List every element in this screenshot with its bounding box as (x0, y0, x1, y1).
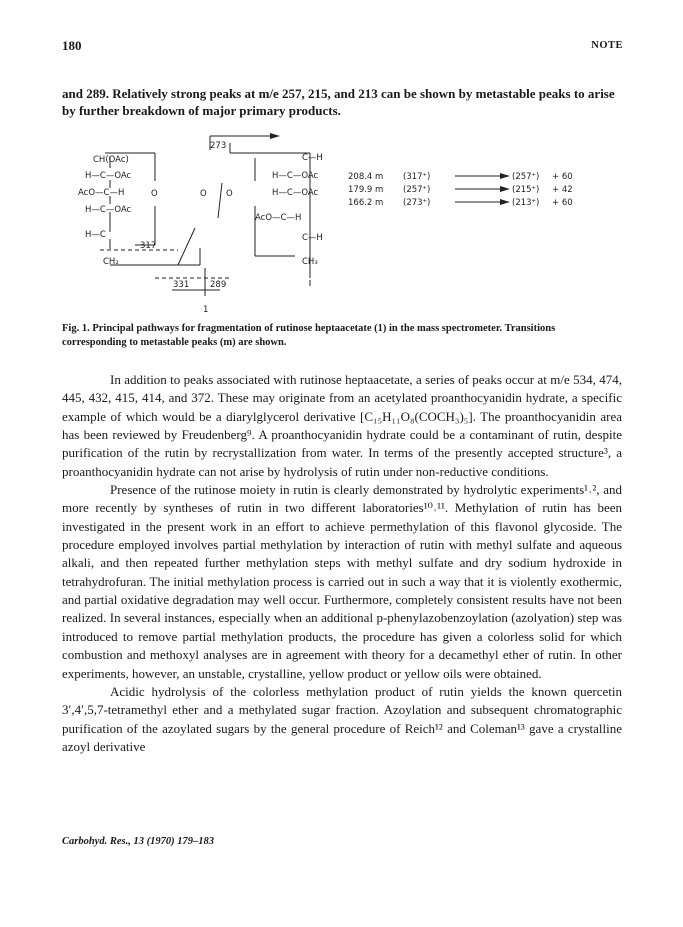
left-c6-label: CH₂ (103, 257, 119, 267)
left-c1-label: CH(OAc) (93, 155, 129, 165)
ring-oxygen-mid-left: O (200, 189, 207, 199)
right-c5-label: C—H (302, 233, 323, 243)
page-number: 180 (62, 38, 82, 53)
journal-footer: Carbohyd. Res., 13 (1970) 179–183 (62, 836, 214, 847)
running-head: NOTE (591, 40, 623, 51)
left-c2-label: H—C—OAc (85, 171, 132, 181)
right-c3-label: H—C—OAc (272, 188, 319, 198)
left-c4-label: H—C—OAc (85, 205, 132, 215)
body-text (62, 371, 622, 756)
fragment-317-label: 317 (140, 241, 157, 251)
transition-parent: (317⁺) (403, 172, 431, 182)
left-c3-label: AcO—C—H (78, 188, 125, 198)
body-paragraph: Presence of the rutinose moiety in rutin is clearly demonstrated by hydrolytic experiments¹˒², and more recently by syntheses of rutin in two different laboratories¹⁰˒¹¹. Methylation of rutin has been investigated in the present work in an effort to achieve permethylation of this flavonol glycoside. The procedure employed involves partial methylation by interaction of rutin with methyl sulfate and aqueous alkali, and then repeated further methylation steps with methyl sulfate and dry sodium hydroxide in tetrahydrofuran. The initial methylation process is carried out in such a way that it is violently exothermic, and partial oxidative degradation may well occur. Furthermore, completely consistent results have not been realized. In several instances, especially when an additional p-phenylazobenzoylation (azolyation) step was introduced to remove partial methylation products, the procedure has given a colorless solid for which combustion and methoxyl analyses are in agreement with theory for a decamethyl ether of rutin. In other experiments, however, an unstable, crystalline, yellow product or yellow oils were obtained. (62, 482, 622, 681)
transition-m: 208.4 m (348, 172, 384, 182)
right-c6-label: CH₃ (302, 257, 318, 267)
transition-product: (213⁺) (512, 198, 540, 208)
fragment-289-label: 289 (210, 280, 227, 290)
right-c2-label: H—C—OAc (272, 171, 319, 181)
figure-1 (60, 128, 630, 313)
ring-oxygen-left: O (151, 189, 158, 199)
transition-loss: + 60 (552, 172, 573, 182)
ring-oxygen-mid-right: O (226, 189, 233, 199)
left-c5-label: H—C (85, 230, 106, 240)
transition-table (348, 172, 573, 208)
right-c4-label: AcO—C—H (255, 213, 302, 223)
compound-number: 1 (203, 305, 209, 313)
transition-parent: (273⁺) (403, 198, 431, 208)
transition-product: (215⁺) (512, 185, 540, 195)
transition-loss: + 42 (552, 185, 573, 195)
transition-parent: (257⁺) (403, 185, 431, 195)
transition-m: 179.9 m (348, 185, 384, 195)
transition-m: 166.2 m (348, 198, 384, 208)
body-paragraph: In addition to peaks associated with rutinose heptaacetate, a series of peaks occur at m/e 534, 474, 445, 432, 415, 414, and 372. These may originate from an acetylated proanthocyanidin hydrate, a specific example of which would be a diarylglycerol derivative [C₁₅H₁₁O₈(COCH₃)₅]. The proanthocyanidin area has been reviewed by Freudenberg⁹. A proanthocyanidin hydrate could be a contaminant of rutin, despite purification of the rutin by recrystallization from water. In terms of the presently accepted structure³, a proanthocyanidin hydrate can not arise by hydrolysis of rutin under non-reductive conditions. (62, 372, 622, 479)
body-paragraph: Acidic hydrolysis of the colorless methylation product of rutin yields the known quercetin 3′,4′,5,7-tetramethyl ether and a methylated sugar fraction. Azoylation and subsequent chromatographic purification of the azoylated sugars by the general procedure of Reich¹² and Coleman¹³ gave a crystalline azoyl derivative (62, 683, 622, 754)
figure-caption: Fig. 1. Principal pathways for fragmentation of rutinose heptaacetate (1) in the mass spectrometer. Transitions corresponding to metastable peaks (m) are shown. (62, 323, 556, 348)
fragment-273-label: 273 (210, 141, 227, 151)
lead-paragraph: and 289. Relatively strong peaks at m/e 257, 215, and 213 can be shown by metastable peaks to arise by further breakdown of major primary products. (62, 86, 615, 118)
right-c1-label: C—H (302, 153, 323, 163)
fragment-331-label: 331 (173, 280, 190, 290)
transition-loss: + 60 (552, 198, 573, 208)
transition-product: (257⁺) (512, 172, 540, 182)
fragmentation-diagram (60, 128, 630, 313)
